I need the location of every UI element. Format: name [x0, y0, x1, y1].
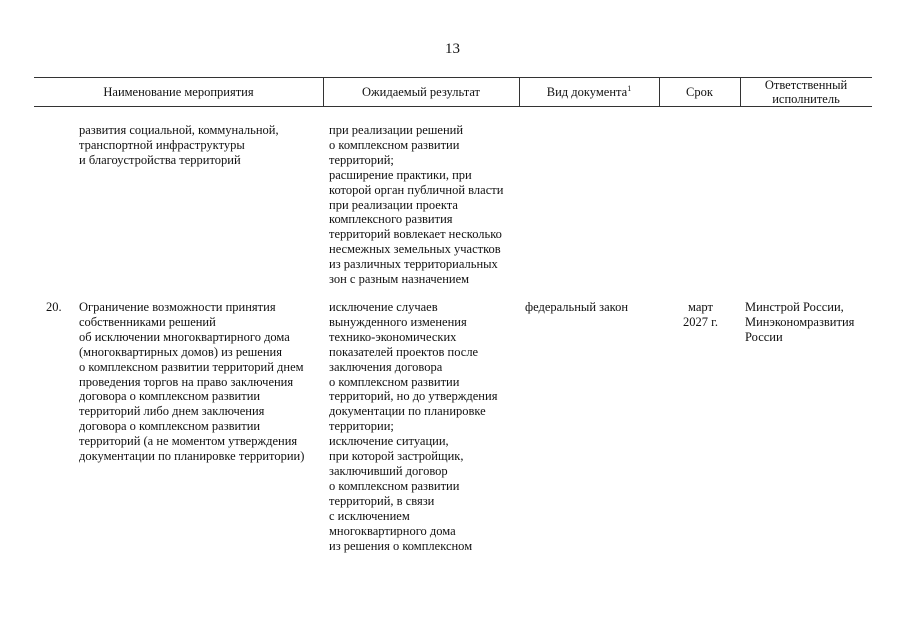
page-number: 13 [445, 41, 460, 57]
header-doctype-label: Вид документа [546, 84, 628, 99]
row-name: Ограничение возможности принятия собственниками решений об исключении многоквартирного дома (многоквартирных домов) из решения о комплексном развитии территорий днем проведения торгов на право заключения договора о комплексном развитии территорий либо днем заключения договора о комплексном развитии территорий (а не моментом утверждения документации по планировке территории) [79, 300, 305, 464]
row-result: исключение случаев вынужденного изменения технико-экономических показателей проектов после заключения договора о комплексном развитии территорий, но до утверждения документации по планировке территории; исключение ситуации, при которой застройщик, заключивший договор о комплексном развитии территорий, в связи с исключением многоквартирного дома из решения о комплексном [329, 300, 498, 553]
row-doctype: федеральный закон [525, 300, 629, 314]
header-name-label: Наименование мероприятия [103, 84, 254, 99]
row-number: 20. [46, 300, 62, 314]
row-responsible: Минстрой России, Минэкономразвития России [745, 300, 855, 344]
header-responsible-label: Ответственный исполнитель [764, 77, 848, 106]
row-term: март 2027 г. [683, 300, 718, 329]
header-term-label: Срок [686, 84, 713, 99]
table-header-bottom-rule [34, 106, 872, 107]
header-result-label: Ожидаемый результат [361, 84, 481, 99]
header-doctype-footnote: 1 [627, 83, 632, 93]
header-name [34, 77, 323, 106]
header-term [659, 77, 740, 106]
header-doctype [519, 77, 659, 106]
row-name: развития социальной, коммунальной, транспортной инфраструктуры и благоустройства территорий [79, 123, 279, 167]
row-result: при реализации решений о комплексном развитии территорий; расширение практики, при которой орган публичной власти при реализации проекта комплексного развития территорий вовлекает несколько несмежных земельных участков из различных территориальных зон с разным назначением [329, 123, 504, 287]
header-responsible [740, 77, 872, 106]
header-result [323, 77, 519, 106]
